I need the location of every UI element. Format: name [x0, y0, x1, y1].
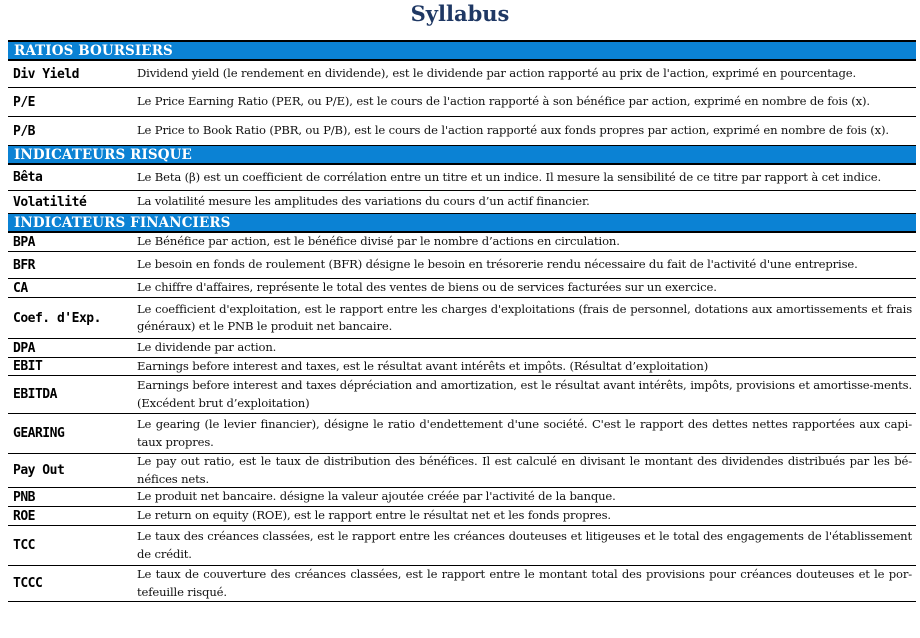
definition-text: Le coefficient d'exploitation, est le rapport entre les charges d'exploitations (frais de personnel, dotations aux amortissements et frais généraux) et le PNB le produit net bancaire. — [137, 301, 912, 333]
table-row-pb — [8, 117, 916, 146]
table-row-volatilite — [8, 191, 916, 214]
table-row-ebit — [8, 358, 916, 376]
definition-text: Le taux des créances classées, est le rapport entre les créances douteuses et litigeuses et le total des engagements de l'établissement de crédit. — [137, 529, 912, 561]
term-label: Pay Out — [13, 463, 65, 478]
definition-text: Le besoin en fonds de roulement (BFR) désigne le besoin en trésorerie rendu nécessaire du fait de l'activité d'une entreprise. — [137, 257, 858, 272]
section-header-indicateurs-risque: INDICATEURS RISQUE — [8, 146, 916, 165]
table-row-bfr — [8, 252, 916, 279]
table-row-tccc — [8, 566, 916, 602]
term-label: Volatilité — [13, 194, 87, 210]
table-row-gearing — [8, 414, 916, 454]
section-header-indicateurs-financiers: INDICATEURS FINANCIERS — [8, 214, 916, 233]
table-row-dpa — [8, 339, 916, 358]
table-row-tcc — [8, 526, 916, 566]
table-row-pay-out — [8, 454, 916, 488]
term-label: Coef. d'Exp. — [13, 310, 101, 326]
table-row-ca — [8, 279, 916, 298]
term-label: BFR — [13, 257, 35, 273]
table-row-coef-exp — [8, 298, 916, 339]
term-label: EBIT — [13, 359, 43, 374]
term-label: Div Yield — [13, 66, 79, 82]
term-label: CA — [13, 280, 28, 296]
term-label: GEARING — [13, 426, 65, 441]
term-label: DPA — [13, 340, 35, 356]
definition-text: Dividend yield (le rendement en dividende), est le dividende par action rapporté au prix de l'action, exprimé en pourcentage. — [137, 66, 857, 81]
definition-text: Le produit net bancaire. désigne la valeur ajoutée créée par l'activité de la banque. — [137, 489, 616, 504]
definition-text: Earnings before interest and taxes dépréciation and amortization, est le résultat avant intérêts, impôts, provisions et amortisse-ments. (Excédent brut d’exploitation) — [137, 378, 912, 410]
definition-text: Le dividende par action. — [137, 340, 277, 355]
term-label: PNB — [13, 489, 35, 505]
section-header-ratios-boursiers: RATIOS BOURSIERS — [8, 42, 916, 61]
definition-text: Le Beta (β) est un coefficient de corrélation entre un titre et un indice. Il mesure la sensibilité de ce titre par rapport à cet indice. — [137, 169, 882, 184]
definition-text: Le Bénéfice par action, est le bénéfice divisé par le nombre d’actions en circulation. — [137, 234, 620, 249]
term-label: TCC — [13, 538, 35, 553]
table-row-div-yield — [8, 61, 916, 88]
table-row-roe — [8, 507, 916, 526]
table-row-pnb — [8, 488, 916, 507]
definition-text: Le Price Earning Ratio (PER, ou P/E), est le cours de l'action rapporté à son bénéfice par action, exprimé en nombre de fois (x). — [137, 94, 870, 109]
page-title: Syllabus — [410, 1, 510, 26]
definition-text: Le return on equity (ROE), est le rapport entre le résultat net et les fonds propres. — [137, 508, 611, 523]
term-label: TCCC — [13, 576, 43, 591]
definition-text: Le gearing (le levier financier), désigne le ratio d'endettement d'une société. C'est le rapport des dettes nettes rapportées aux capi-taux propres. — [137, 417, 912, 449]
term-label: P/E — [13, 94, 35, 110]
term-label: EBITDA — [13, 387, 57, 402]
syllabus-table — [8, 40, 916, 602]
definition-text: Le chiffre d'affaires, représente le total des ventes de biens ou de services facturées sur un exercice. — [137, 280, 717, 295]
definition-text: La volatilité mesure les amplitudes des variations du cours d’un actif financier. — [137, 194, 590, 209]
table-row-pe — [8, 88, 916, 117]
term-label: Bêta — [13, 170, 43, 185]
table-row-ebitda — [8, 376, 916, 414]
definition-text: Le Price to Book Ratio (PBR, ou P/B), est le cours de l'action rapporté aux fonds propres par action, exprimé en nombre de fois (x). — [137, 123, 889, 138]
definition-text: Le pay out ratio, est le taux de distribution des bénéfices. Il est calculé en divisant le montant des dividendes distribués par les bé-néfices nets. — [137, 454, 912, 486]
term-label: BPA — [13, 234, 35, 250]
term-label: ROE — [13, 508, 35, 524]
definition-text: Le taux de couverture des créances classées, est le rapport entre le montant total des provisions pour créances douteuses et le por-tefeuille risqué. — [137, 567, 912, 599]
term-label: P/B — [13, 123, 35, 139]
definition-text: Earnings before interest and taxes, est le résultat avant intérêts et impôts. (Résultat d’exploitation) — [137, 358, 709, 373]
table-row-bpa — [8, 233, 916, 252]
table-row-beta — [8, 165, 916, 191]
